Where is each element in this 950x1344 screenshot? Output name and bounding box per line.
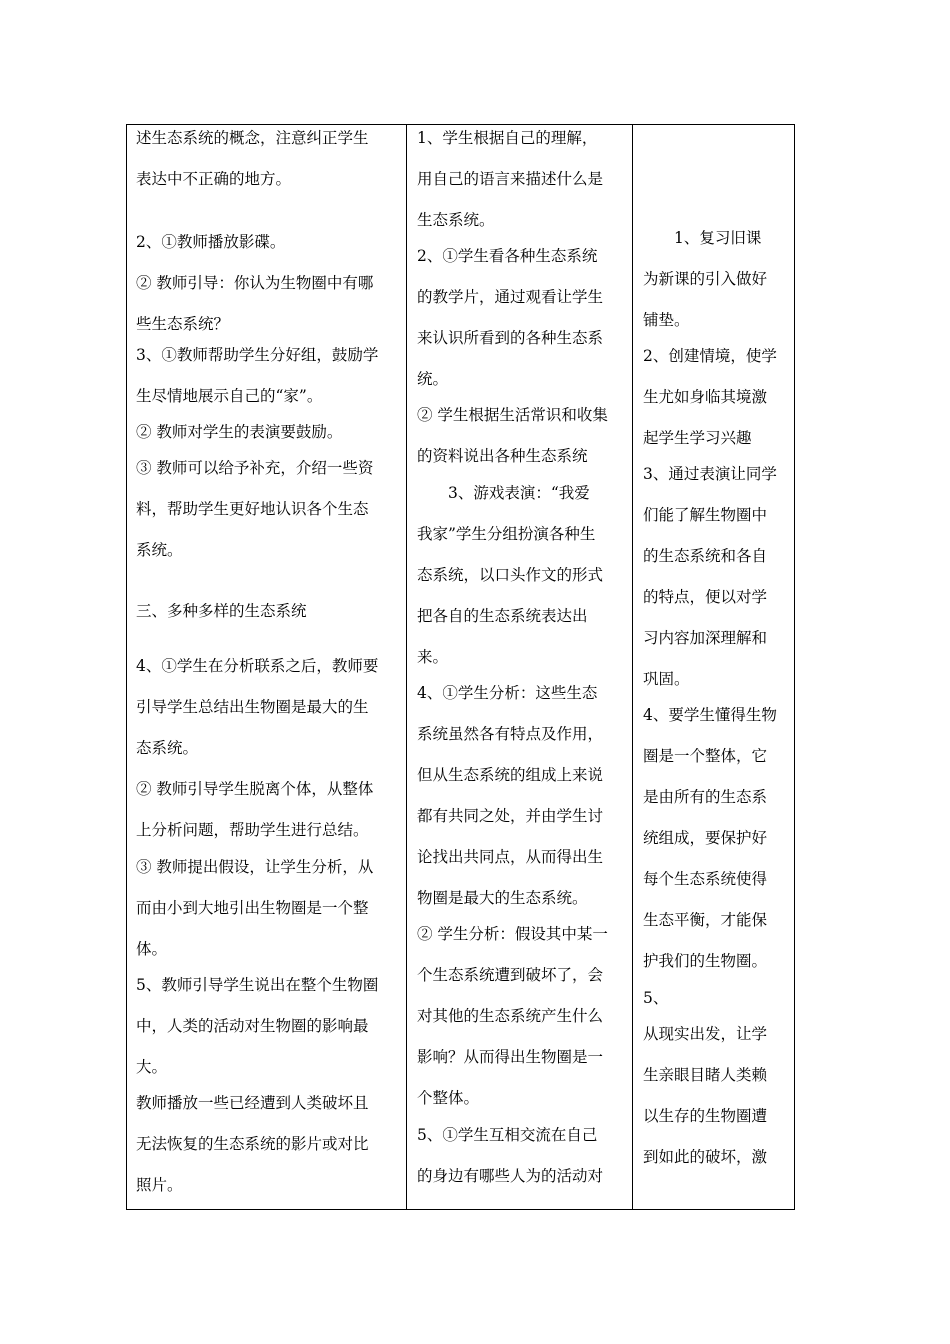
teacher-line: 中，人类的活动对生物圈的影响最 (136, 1017, 369, 1035)
teacher-line: ② 教师对学生的表演要鼓励。 (136, 423, 343, 441)
intent-line: 习内容加深理解和 (643, 629, 768, 647)
student-line: 都有共同之处，并由学生讨 (417, 807, 604, 825)
teacher-line: 大。 (136, 1058, 168, 1076)
student-line: ② 学生根据生活常识和收集 (417, 406, 608, 424)
student-line: 用自己的语言来描述什么是 (417, 170, 604, 188)
teacher-activity-column (127, 125, 407, 1209)
intent-line: 们能了解生物圈中 (643, 506, 768, 524)
intent-line: 圈是一个整体，它 (643, 747, 768, 765)
teacher-line: ③ 教师可以给予补充，介绍一些资 (136, 459, 374, 477)
intent-line: 起学生学习兴趣 (643, 429, 752, 447)
student-line: 的教学片，通过观看让学生 (417, 288, 604, 306)
intent-line: 的生态系统和各自 (643, 547, 768, 565)
student-line: 我家”学生分组扮演各种生 (417, 525, 596, 543)
intent-line: 生亲眼目睹人类赖 (643, 1066, 768, 1084)
teacher-line: 2、①教师播放影碟。 (136, 233, 286, 251)
student-line: 3、游戏表演：“我爱 (417, 484, 590, 502)
student-line: 5、①学生互相交流在自己 (417, 1126, 598, 1144)
design-intent-column (633, 125, 794, 1209)
teacher-line: ③ 教师提出假设，让学生分析，从 (136, 858, 374, 876)
student-line: 来。 (417, 648, 449, 666)
intent-line: 从现实出发，让学 (643, 1025, 768, 1043)
teacher-line: 无法恢复的生态系统的影片或对比 (136, 1135, 369, 1153)
teacher-line: ② 教师引导：你认为生物圈中有哪 (136, 274, 374, 292)
intent-line: 为新课的引入做好 (643, 270, 768, 288)
intent-line: 2、创建情境，使学 (643, 347, 777, 365)
student-line: 系统虽然各有特点及作用， (417, 725, 604, 743)
student-line: 统。 (417, 370, 449, 388)
intent-line: 生态平衡，才能保 (643, 911, 768, 929)
student-line: 影响？从而得出生物圈是一 (417, 1048, 604, 1066)
student-line: 4、①学生分析：这些生态 (417, 684, 598, 702)
intent-line: 每个生态系统使得 (643, 870, 768, 888)
intent-line: 5、 (643, 989, 669, 1007)
student-line: 2、①学生看各种生态系统 (417, 247, 598, 265)
student-line: 对其他的生态系统产生什么 (417, 1007, 604, 1025)
teacher-line: 而由小到大地引出生物圈是一个整 (136, 899, 369, 917)
intent-line: 以生存的生物圈遭 (643, 1107, 768, 1125)
teacher-line: 生尽情地展示自己的“家”。 (136, 387, 323, 405)
intent-line: 统组成，要保护好 (643, 829, 768, 847)
teacher-line: 述生态系统的概念，注意纠正学生 (136, 129, 369, 147)
intent-line: 3、通过表演让同学 (643, 465, 777, 483)
teacher-line: ② 教师引导学生脱离个体，从整体 (136, 780, 374, 798)
student-line: 但从生态系统的组成上来说 (417, 766, 604, 784)
student-line: 生态系统。 (417, 211, 495, 229)
intent-line: 是由所有的生态系 (643, 788, 768, 806)
intent-line: 的特点，便以对学 (643, 588, 768, 606)
teacher-line: 系统。 (136, 541, 183, 559)
intent-line: 护我们的生物圈。 (643, 952, 768, 970)
teacher-line: 体。 (136, 940, 168, 958)
student-line: 把各自的生态系统表达出 (417, 607, 588, 625)
teacher-line: 照片。 (136, 1176, 183, 1194)
student-line: 的身边有哪些人为的活动对 (417, 1167, 604, 1185)
intent-line: 1、复习旧课 (643, 229, 762, 247)
teacher-line: 引导学生总结出生物圈是最大的生 (136, 698, 369, 716)
student-line: 1、学生根据自己的理解， (417, 129, 598, 147)
teacher-line: 4、①学生在分析联系之后，教师要 (136, 657, 379, 675)
teacher-line: 些生态系统？ (136, 315, 230, 333)
intent-line: 4、要学生懂得生物 (643, 706, 777, 724)
teacher-line: 3、①教师帮助学生分好组，鼓励学 (136, 346, 379, 364)
student-line: ② 学生分析：假设其中某一 (417, 925, 608, 943)
teacher-line: 上分析问题，帮助学生进行总结。 (136, 821, 369, 839)
student-line: 论找出共同点，从而得出生 (417, 848, 604, 866)
student-activity-column (407, 125, 633, 1209)
teacher-line: 5、教师引导学生说出在整个生物圈 (136, 976, 379, 994)
teacher-line: 表达中不正确的地方。 (136, 170, 292, 188)
student-line: 个生态系统遭到破坏了，会 (417, 966, 604, 984)
student-line: 来认识所看到的各种生态系 (417, 329, 604, 347)
intent-line: 生尤如身临其境激 (643, 388, 768, 406)
lesson-plan-table (126, 124, 795, 1210)
student-line: 态系统，以口头作文的形式 (417, 566, 604, 584)
student-line: 个整体。 (417, 1089, 480, 1107)
teacher-line: 教师播放一些已经遭到人类破坏且 (136, 1094, 369, 1112)
section-heading: 三、多种多样的生态系统 (136, 602, 307, 620)
intent-line: 到如此的破坏，激 (643, 1148, 768, 1166)
intent-line: 巩固。 (643, 670, 690, 688)
student-line: 的资料说出各种生态系统 (417, 447, 588, 465)
intent-line: 铺垫。 (643, 311, 690, 329)
teacher-line: 料，帮助学生更好地认识各个生态 (136, 500, 369, 518)
student-line: 物圈是最大的生态系统。 (417, 889, 588, 907)
teacher-line: 态系统。 (136, 739, 199, 757)
